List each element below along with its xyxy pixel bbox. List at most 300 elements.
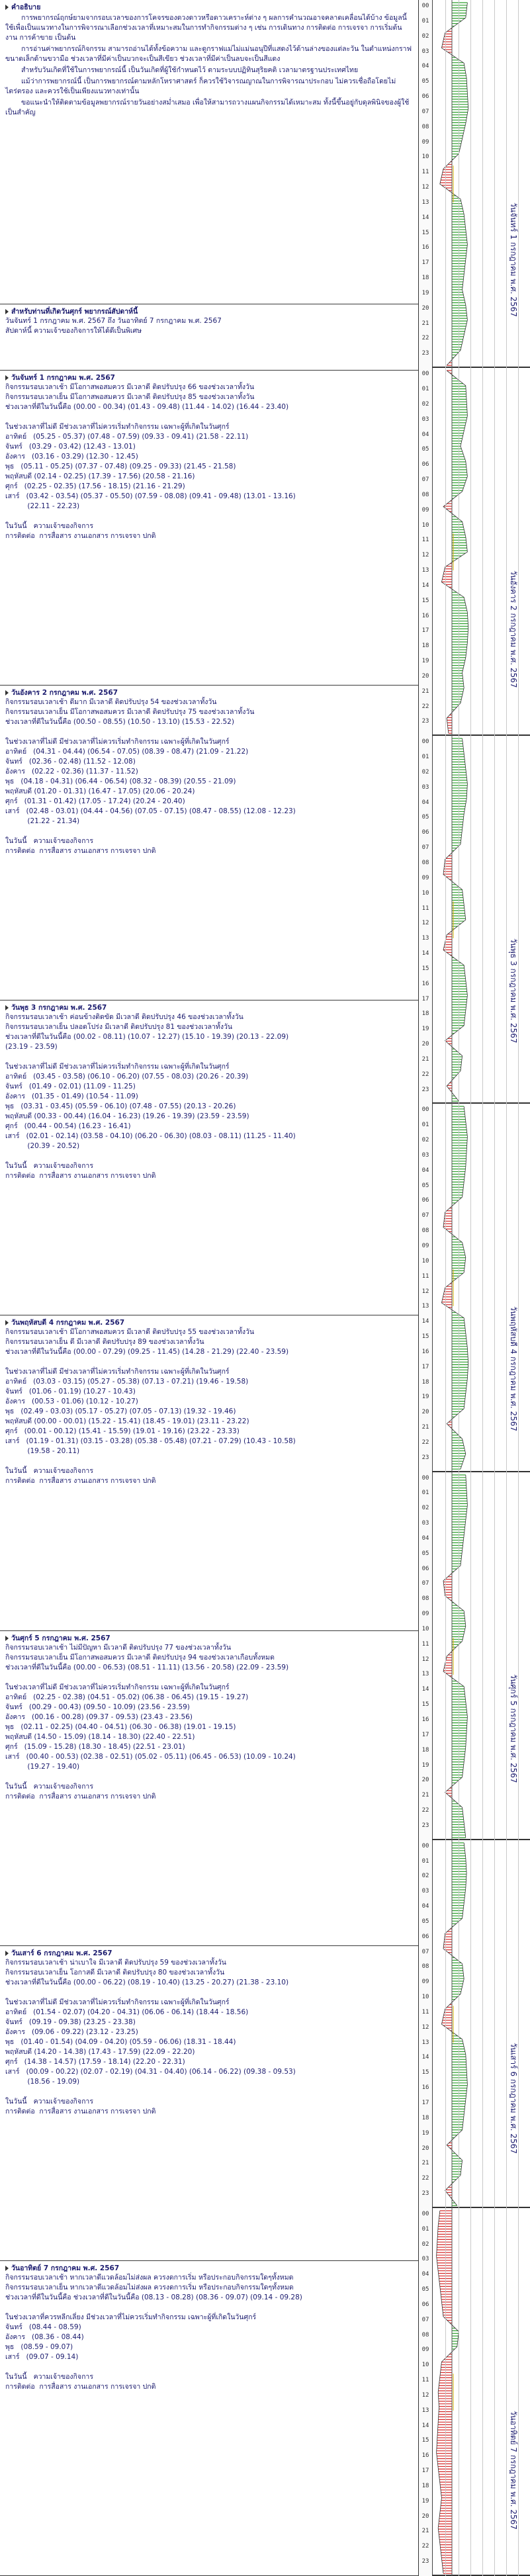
hour-tick-label: 23 xyxy=(421,350,429,357)
hour-tick-label: 08 xyxy=(421,1963,429,1971)
day-forecast-line: ในช่วงเวลาที่ไม่ดี มีช่วงเวลาที่ไม่ควรเริ่มทำกิจกรรม เฉพาะผู้ที่เกิดในวันศุกร์ xyxy=(5,423,230,431)
hour-tick-label: 17 xyxy=(421,627,429,635)
day-forecast-line: พุธ (08.59 - 09.07) xyxy=(5,2342,73,2351)
hour-tick-label: 21 xyxy=(421,1055,429,1063)
day-forecast-line: พฤหัสบดี (14.20 - 14.38) (17.43 - 17.59) (22.09 - 22.20) xyxy=(5,2047,195,2056)
hour-tick-label: 12 xyxy=(421,1656,429,1663)
hour-tick-label: 15 xyxy=(421,2069,429,2076)
hour-tick-label: 12 xyxy=(421,2023,429,2031)
day-forecast-line: การติดต่อ การสื่อสาร งานเอกสาร การเจรจา ปกติ xyxy=(5,2382,156,2391)
day-forecast-line: (20.39 - 20.52) xyxy=(5,1142,80,1151)
hour-tick-label: 07 xyxy=(421,108,429,115)
day-forecast-line: กิจกรรมรอบเวลาเช้า หากเวลาดีแวดล้อมไม่ส่งผล ควรงดการเริ่ม หรือประกอบกิจกรรมใดๆทั้งหมด xyxy=(5,2273,294,2282)
hour-tick-label: 02 xyxy=(421,400,429,408)
day-forecast-line: พฤหัสบดี (02.14 - 02.25) (17.39 - 17.56) (20.58 - 21.16) xyxy=(5,472,195,480)
day-graph-label: วันศุกร์ 5 กรกฎาคม พ.ศ. 2567 xyxy=(509,1674,518,1784)
hour-tick-label: 06 xyxy=(421,1197,429,1204)
day-forecast-line xyxy=(5,2087,413,2097)
day-forecast-line xyxy=(5,1772,413,1782)
day-forecast-section xyxy=(0,2261,418,2576)
hour-tick-label: 22 xyxy=(421,1439,429,1446)
hour-tick-label: 04 xyxy=(421,431,429,438)
hour-tick-label: 06 xyxy=(421,829,429,836)
grid-line xyxy=(482,0,483,2576)
hour-tick-label: 11 xyxy=(421,2008,429,2016)
day-forecast-line: ช่วงเวลาที่ดีในวันนี้คือ (00.00 - 07.29) (09.25 - 11.45) (14.28 - 21.29) (22.40 - 23.59) xyxy=(5,1348,289,1356)
hour-tick-label: 17 xyxy=(421,995,429,1002)
hour-tick-label: 13 xyxy=(421,1671,429,1678)
hour-tick-label: 10 xyxy=(421,2362,429,2369)
hour-tick-label: 12 xyxy=(421,2391,429,2399)
day-forecast-line: การติดต่อ การสื่อสาร งานเอกสาร การเจรจา ปกติ xyxy=(5,847,156,856)
day-forecast-line: ศุกร์ (00.01 - 00.12) (15.41 - 15.59) (19.01 - 19.16) (23.22 - 23.33) xyxy=(5,1427,240,1436)
day-title xyxy=(5,2264,413,2273)
hour-tick-label: 01 xyxy=(421,2225,429,2233)
day-forecast-line: การติดต่อ การสื่อสาร งานเอกสาร การเจรจา ปกติ xyxy=(5,1172,156,1180)
grid-line xyxy=(494,0,495,2576)
hour-axis xyxy=(419,0,433,2576)
hour-tick-label: 19 xyxy=(421,1394,429,1401)
day-graph xyxy=(432,0,530,368)
day-forecast-line: (19.27 - 19.40) xyxy=(5,1762,80,1771)
hour-tick-label: 15 xyxy=(421,965,429,972)
hour-tick-label: 15 xyxy=(421,1333,429,1341)
triangle-bullet-icon xyxy=(5,5,9,10)
hour-tick-label: 21 xyxy=(421,2528,429,2535)
hour-tick-label: 05 xyxy=(421,1550,429,1557)
hour-tick-label: 23 xyxy=(421,1454,429,1461)
day-forecast-line: จันทร์ (08.44 - 08.59) xyxy=(5,2323,81,2331)
hour-tick-label: 20 xyxy=(421,304,429,312)
hour-tick-label: 13 xyxy=(421,567,429,574)
day-title-text: วันจันทร์ 1 กรกฎาคม พ.ศ. 2567 xyxy=(11,374,115,382)
day-forecast-line: (22.11 - 22.23) xyxy=(5,502,80,510)
day-forecast-line: จันทร์ (09.19 - 09.38) (23.25 - 23.38) xyxy=(5,2018,136,2026)
day-title xyxy=(5,1634,413,1643)
hour-tick-label: 09 xyxy=(421,138,429,146)
day-forecast-line: เสาร์ (00.40 - 00.53) (02.38 - 02.51) (05.02 - 05.11) (06.45 - 06.53) (10.09 - 10.24) xyxy=(5,1752,296,1761)
hour-tick-label: 08 xyxy=(421,491,429,498)
intro-paragraph: สำหรับวันเกิดที่ใช้ในการพยากรณ์นี้ เป็นวันเกิดที่ผู้ใช้กำหนดไว้ ตามระบบปฏิทินสุริยคติ เวลามาตรฐานประเทศไทย xyxy=(21,66,359,74)
hour-tick-label: 18 xyxy=(421,275,429,282)
day-graph xyxy=(432,368,530,736)
hour-tick-label: 21 xyxy=(421,1792,429,1799)
hour-tick-label: 05 xyxy=(421,78,429,85)
hour-tick-label: 20 xyxy=(421,2145,429,2152)
grid-line xyxy=(470,0,471,2576)
hour-tick-label: 16 xyxy=(421,980,429,987)
day-forecast-line: ช่วงเวลาที่ดีในวันนี้คือ (00.50 - 08.55) (10.50 - 13.10) (15.53 - 22.52) xyxy=(5,718,234,727)
hour-tick-label: 00 xyxy=(421,1474,429,1482)
day-title xyxy=(5,688,413,697)
day-title xyxy=(5,1949,413,1958)
hour-tick-label: 02 xyxy=(421,1137,429,1144)
hour-tick-label: 19 xyxy=(421,1026,429,1033)
intro-paragraph: การอ่านค่าพยากรณ์กิจกรรม สามารถอ่านได้ทั้งข้อความ และดูกราฟแม่ไม่แม่นอนุปีที่แสดงไว้ด้านล่างของแต่ละวัน ในตำแหน่งกราฟขนาดเล็กด้านขวามือ ช่วงเวลาที่มีค่าเป็นบวกจะเป็นสีเขียว ช่วงเวลาที่มีค่าเป็นลบจะเป็นสีแดง xyxy=(5,45,412,63)
day-forecast-line xyxy=(5,2303,413,2313)
hour-tick-label: 16 xyxy=(421,2084,429,2092)
hour-tick-label: 18 xyxy=(421,1010,429,1018)
hour-tick-label: 14 xyxy=(421,214,429,221)
day-forecast-section xyxy=(0,686,418,1000)
hour-tick-label: 14 xyxy=(421,950,429,957)
hour-tick-label: 00 xyxy=(421,1842,429,1849)
hour-tick-label: 22 xyxy=(421,2175,429,2182)
day-forecast-line: ในช่วงเวลาที่ไม่ดี มีช่วงเวลาที่ไม่ควรเริ่มทำกิจกรรม เฉพาะผู้ที่เกิดในวันศุกร์ xyxy=(5,1063,230,1071)
day-forecast-line: พฤหัสบดี (00.00 - 00.01) (15.22 - 15.41) (18.45 - 19.01) (23.11 - 23.22) xyxy=(5,1417,249,1426)
day-forecast-line: อังคาร (03.16 - 03.29) (12.30 - 12.45) xyxy=(5,453,138,461)
hour-tick-label: 10 xyxy=(421,1994,429,2001)
hour-tick-label: 04 xyxy=(421,2271,429,2278)
day-forecast-line: จันทร์ (03.29 - 03.42) (12.43 - 13.01) xyxy=(5,443,136,451)
hour-tick-label: 04 xyxy=(421,63,429,70)
day-graph-svg xyxy=(432,1472,530,1840)
day-forecast-line: (23.19 - 23.59) xyxy=(5,1043,58,1051)
hour-tick-label: 20 xyxy=(421,1041,429,1048)
triangle-bullet-icon xyxy=(5,375,9,380)
day-forecast-line: เสาร์ (09.07 - 09.14) xyxy=(5,2352,79,2361)
hour-tick-label: 02 xyxy=(421,2241,429,2248)
day-forecast-line: กิจกรรมรอบเวลาเย็น มีโอกาสพอสมควร มีเวลาดี ติดปรับปรุง 85 ของช่วงเวลาทั้งวัน xyxy=(5,393,255,401)
day-forecast-line: กิจกรรมรอบเวลาเย็น ปลอดโปร่ง มีเวลาดี ติดปรับปรุง 81 ของช่วงเวลาทั้งวัน xyxy=(5,1023,233,1032)
hour-tick-label: 16 xyxy=(421,612,429,619)
grid-line xyxy=(518,0,519,2576)
day-forecast-line: ศุกร์ (00.44 - 00.54) (16.23 - 16.41) xyxy=(5,1122,131,1131)
day-forecast-line: ช่วงเวลาที่ดีในวันนี้คือ ช่วงเวลาที่ดีในวันนี้คือ (08.13 - 08.28) (08.36 - 09.07) (09.14 - 09.28) xyxy=(5,2293,302,2301)
intro-title xyxy=(5,3,413,12)
day-forecast-line: อังคาร (01.35 - 01.49) (10.54 - 11.09) xyxy=(5,1092,138,1101)
hour-tick-label: 15 xyxy=(421,2437,429,2444)
hour-tick-label: 20 xyxy=(421,1777,429,1784)
hour-tick-label: 18 xyxy=(421,1378,429,1386)
hour-tick-label: 00 xyxy=(421,738,429,746)
hour-tick-label: 23 xyxy=(421,1822,429,1829)
hour-tick-label: 21 xyxy=(421,320,429,327)
day-graph-label: วันเสาร์ 6 กรกฎาคม พ.ศ. 2567 xyxy=(509,2042,518,2154)
hour-tick-label: 10 xyxy=(421,1257,429,1265)
triangle-bullet-icon xyxy=(5,1951,9,1956)
hour-tick-label: 13 xyxy=(421,2407,429,2414)
grid-line xyxy=(506,0,507,2576)
day-forecast-line: จันทร์ (02.36 - 02.48) (11.52 - 12.08) xyxy=(5,758,136,766)
day-forecast-line: ศุกร์ (14.38 - 14.57) (17.59 - 18.14) (22.20 - 22.31) xyxy=(5,2057,185,2066)
day-forecast-line: พุธ (02.49 - 03.03) (05.17 - 05.27) (07.05 - 07.13) (19.32 - 19.46) xyxy=(5,1407,236,1416)
hour-tick-label: 00 xyxy=(421,1106,429,1114)
hour-tick-label: 10 xyxy=(421,889,429,897)
hour-tick-label: 11 xyxy=(421,1272,429,1280)
day-forecast-line: เสาร์ (02.48 - 03.01) (04.44 - 04.56) (07.05 - 07.15) (08.47 - 08.55) (12.08 - 12.23) xyxy=(5,807,296,816)
hour-tick-label: 12 xyxy=(421,184,429,191)
day-title xyxy=(5,373,413,382)
hour-tick-label: 22 xyxy=(421,703,429,710)
hour-tick-label: 03 xyxy=(421,1151,429,1159)
day-forecast-line: กิจกรรมรอบเวลาเย็น มีโอกาสพอสมควร มีเวลาดี ติดปรับปรุง 94 ของช่วงเวลาเกือบทั้งหมด xyxy=(5,1653,275,1662)
hour-tick-label: 13 xyxy=(421,1303,429,1310)
day-graph-label: วันพุธ 3 กรกฎาคม พ.ศ. 2567 xyxy=(509,938,518,1044)
hour-tick-label: 12 xyxy=(421,920,429,927)
day-forecast-line: กิจกรรมรอบเวลาเย็น มีโอกาสพอสมควร มีเวลาดี ติดปรับปรุง 75 ของช่วงเวลาทั้งวัน xyxy=(5,708,255,717)
hour-tick-label: 01 xyxy=(421,17,429,24)
day-forecast-line xyxy=(5,1052,413,1062)
day-graph-label: วันอาทิตย์ 7 กรกฎาคม พ.ศ. 2567 xyxy=(509,2410,518,2530)
day-title-text: วันพุธ 3 กรกฎาคม พ.ศ. 2567 xyxy=(11,1004,107,1012)
day-forecast-line xyxy=(5,412,413,422)
hour-tick-label: 22 xyxy=(421,335,429,342)
hour-tick-label: 19 xyxy=(421,2129,429,2137)
day-forecast-section xyxy=(0,1631,418,1946)
day-graph-svg xyxy=(432,736,530,1104)
day-forecast-section xyxy=(0,1000,418,1315)
hour-tick-label: 20 xyxy=(421,1409,429,1416)
day-forecast-line: อาทิตย์ (03.03 - 03.15) (05.27 - 05.38) (07.13 - 07.21) (19.46 - 19.58) xyxy=(5,1378,249,1386)
hour-tick-label: 05 xyxy=(421,1182,429,1189)
day-forecast-section xyxy=(0,371,418,686)
hour-tick-label: 05 xyxy=(421,1918,429,1925)
day-forecast-line: การติดต่อ การสื่อสาร งานเอกสาร การเจรจา ปกติ xyxy=(5,1792,156,1800)
hour-tick-label: 07 xyxy=(421,476,429,484)
hour-tick-label: 05 xyxy=(421,2286,429,2293)
hour-tick-label: 17 xyxy=(421,1363,429,1370)
hour-tick-label: 02 xyxy=(421,1873,429,1880)
hour-tick-label: 11 xyxy=(421,1640,429,1648)
day-forecast-line: เสาร์ (01.19 - 01.31) (03.15 - 03.28) (05.38 - 05.48) (07.21 - 07.29) (10.43 - 10.58) xyxy=(5,1437,296,1446)
triangle-bullet-icon xyxy=(5,309,9,314)
day-forecast-line: พฤหัสบดี (01.20 - 01.31) (16.47 - 17.05) (20.06 - 20.24) xyxy=(5,787,195,796)
day-forecast-line: จันทร์ (00.29 - 00.43) (09.50 - 10.09) (23.56 - 23.59) xyxy=(5,1703,190,1711)
hour-tick-label: 07 xyxy=(421,844,429,852)
day-forecast-line: จันทร์ (01.06 - 01.19) (10.27 - 10.43) xyxy=(5,1388,136,1396)
hour-tick-label: 16 xyxy=(421,1716,429,1723)
day-forecast-line: ในวันนี้ ความเจ้าของกิจการ xyxy=(5,1467,93,1476)
day-forecast-line: การติดต่อ การสื่อสาร งานเอกสาร การเจรจา ปกติ xyxy=(5,532,156,540)
day-forecast-line: เสาร์ (02.01 - 02.14) (03.58 - 04.10) (06.20 - 06.30) (08.03 - 08.11) (11.25 - 11.40) xyxy=(5,1132,296,1141)
hour-tick-label: 16 xyxy=(421,2452,429,2460)
day-title-text: วันพฤหัสบดี 4 กรกฎาคม พ.ศ. 2567 xyxy=(11,1319,125,1327)
day-forecast-line: ในช่วงเวลาที่ไม่ดี มีช่วงเวลาที่ไม่ควรเริ่มทำกิจกรรม เฉพาะผู้ที่เกิดในวันศุกร์ xyxy=(5,1998,230,2006)
day-forecast-line: เสาร์ (00.09 - 00.22) (02.07 - 02.19) (04.31 - 04.40) (06.14 - 06.22) (09.38 - 09.53) xyxy=(5,2067,296,2076)
hour-tick-label: 18 xyxy=(421,643,429,650)
day-title-text: วันอาทิตย์ 7 กรกฎาคม พ.ศ. 2567 xyxy=(11,2264,120,2272)
hour-tick-label: 14 xyxy=(421,1686,429,1693)
hour-tick-label: 22 xyxy=(421,1071,429,1078)
hour-tick-label: 21 xyxy=(421,1424,429,1431)
profile-line: สัปดาห์นี้ ความเจ้าของกิจการให้ได้ดีเป็นพิเศษ xyxy=(5,327,142,335)
hour-tick-label: 07 xyxy=(421,1580,429,1587)
hour-tick-label: 06 xyxy=(421,93,429,101)
day-forecast-line: อังคาร (08.36 - 08.44) xyxy=(5,2332,84,2341)
hour-tick-label: 04 xyxy=(421,799,429,806)
hour-tick-label: 07 xyxy=(421,1948,429,1955)
day-title xyxy=(5,1003,413,1012)
day-forecast-line: กิจกรรมรอบเวลาเช้า มีโอกาสพอสมควร มีเวลาดี ติดปรับปรุง 55 ของช่วงเวลาทั้งวัน xyxy=(5,1328,255,1337)
day-forecast-line: ในช่วงเวลาที่ไม่ดี มีช่วงเวลาที่ไม่ควรเริ่มทำกิจกรรม เฉพาะผู้ที่เกิดในวันศุกร์ xyxy=(5,1368,230,1376)
hour-tick-label: 08 xyxy=(421,860,429,866)
day-forecast-line: ในวันนี้ ความเจ้าของกิจการ xyxy=(5,2372,93,2381)
hour-tick-label: 03 xyxy=(421,416,429,423)
daily-graph-column xyxy=(419,0,530,2576)
day-forecast-line: ในวันนี้ ความเจ้าของกิจการ xyxy=(5,1162,93,1171)
day-forecast-line xyxy=(5,1988,413,1998)
day-forecast-line: อาทิตย์ (04.31 - 04.44) (06.54 - 07.05) (08.39 - 08.47) (21.09 - 21.22) xyxy=(5,748,249,756)
day-forecast-line: ช่วงเวลาที่ดีในวันนี้คือ (00.00 - 06.22) (08.19 - 10.40) (13.25 - 20.27) (21.38 - 23.10) xyxy=(5,1978,289,1986)
day-forecast-section xyxy=(0,1315,418,1630)
hour-tick-label: 02 xyxy=(421,1505,429,1512)
intro-paragraph: แม้ว่าการพยากรณ์นี้ เป็นการพยากรณ์ตามหลักโหราศาสตร์ ก็ควรใช้วิจารณญาณในการพิจารณาประกอบ ไม่ควรเชื่อถือโดยไม่ไตร่ตรอง และควรใช้เป็นเพียงแนวทางเท่านั้น xyxy=(5,77,396,95)
hour-tick-label: 09 xyxy=(421,506,429,513)
hour-tick-label: 01 xyxy=(421,754,429,761)
hour-tick-label: 10 xyxy=(421,154,429,161)
hour-tick-label: 19 xyxy=(421,1761,429,1769)
profile-title-text: สำหรับท่านที่เกิดวันศุกร์ พยากรณ์สัปดาห์นี้ xyxy=(11,308,138,316)
day-forecast-line: กิจกรรมรอบเวลาเช้า มีโอกาสพอสมควร มีเวลาดี ติดปรับปรุง 66 ของช่วงเวลาทั้งวัน xyxy=(5,383,255,391)
hour-tick-label: 15 xyxy=(421,229,429,236)
day-forecast-line: อังคาร (09.06 - 09.22) (23.12 - 23.25) xyxy=(5,2027,138,2036)
day-forecast-line: กิจกรรมรอบเวลาเย็น ดี มีเวลาดี ติดปรับปรุง 89 ของช่วงเวลาทั้งวัน xyxy=(5,1338,204,1347)
intro-paragraph: ขอแนะนำให้ติดตามข้อมูลพยากรณ์รายวันอย่างสม่ำเสมอ เพื่อให้สามารถวางแผนกิจกรรมได้เหมาะสม ทั้งนี้ขึ้นอยู่กับดุลพินิจของผู้ใช้เป็นสำคัญ xyxy=(5,99,410,116)
hour-tick-label: 08 xyxy=(421,1227,429,1235)
day-forecast-line xyxy=(5,727,413,737)
day-title-text: วันศุกร์ 5 กรกฎาคม พ.ศ. 2567 xyxy=(11,1634,110,1642)
hour-tick-label: 18 xyxy=(421,1746,429,1754)
hour-tick-label: 07 xyxy=(421,1212,429,1220)
hour-tick-label: 07 xyxy=(421,2316,429,2323)
hour-tick-label: 11 xyxy=(421,2377,429,2384)
hour-tick-label: 11 xyxy=(421,905,429,912)
hour-tick-label: 18 xyxy=(421,2482,429,2489)
triangle-bullet-icon xyxy=(5,1005,9,1010)
hour-tick-label: 10 xyxy=(421,1625,429,1632)
triangle-bullet-icon xyxy=(5,690,9,695)
day-forecast-line: ในวันนี้ ความเจ้าของกิจการ xyxy=(5,1782,93,1791)
day-forecast-line: กิจกรรมรอบเวลาเช้า ค่อนข้างติดขัด มีเวลาดี ติดปรับปรุง 46 ของช่วงเวลาทั้งวัน xyxy=(5,1013,243,1022)
day-forecast-line: พุธ (01.40 - 01.54) (04.09 - 04.20) (05.59 - 06.06) (18.31 - 18.44) xyxy=(5,2037,236,2046)
day-forecast-line: ศุกร์ (01.31 - 01.42) (17.05 - 17.24) (20.24 - 20.40) xyxy=(5,797,185,806)
day-forecast-line: ในช่วงเวลาที่ไม่ดี มีช่วงเวลาที่ไม่ควรเริ่มทำกิจกรรม เฉพาะผู้ที่เกิดในวันศุกร์ xyxy=(5,1683,230,1691)
hour-tick-label: 12 xyxy=(421,1288,429,1295)
hour-tick-label: 23 xyxy=(421,1086,429,1093)
hour-tick-label: 03 xyxy=(421,1520,429,1527)
hour-tick-label: 00 xyxy=(421,371,429,378)
day-forecast-line: อังคาร (00.16 - 00.28) (09.37 - 09.53) (23.43 - 23.56) xyxy=(5,1712,193,1721)
hour-tick-label: 22 xyxy=(421,2543,429,2550)
profile-line: วันจันทร์ 1 กรกฎาคม พ.ศ. 2567 ถึง วันอาทิตย์ 7 กรกฎาคม พ.ศ. 2567 xyxy=(5,317,222,325)
hour-tick-label: 19 xyxy=(421,2497,429,2505)
day-graph-label: วันอังคาร 2 กรกฎาคม พ.ศ. 2567 xyxy=(509,570,518,688)
hour-tick-label: 04 xyxy=(421,1534,429,1542)
day-forecast-line: พุธ (05.11 - 05.25) (07.37 - 07.48) (09.25 - 09.33) (21.45 - 21.58) xyxy=(5,463,236,470)
day-title-text: วันเสาร์ 6 กรกฎาคม พ.ศ. 2567 xyxy=(11,1949,112,1957)
hour-tick-label: 05 xyxy=(421,814,429,821)
hour-tick-label: 14 xyxy=(421,2422,429,2429)
hour-tick-label: 00 xyxy=(421,2210,429,2217)
hour-tick-label: 06 xyxy=(421,2301,429,2308)
day-forecast-line xyxy=(5,1151,413,1161)
day-forecast-line: พุธ (02.11 - 02.25) (04.40 - 04.51) (06.30 - 06.38) (19.01 - 19.15) xyxy=(5,1722,236,1731)
day-forecast-line: ช่วงเวลาที่ดีในวันนี้คือ (00.02 - 08.11) (10.07 - 12.27) (15.10 - 19.39) (20.13 - 22.09) xyxy=(5,1033,289,1042)
hour-tick-label: 06 xyxy=(421,1565,429,1572)
hour-tick-label: 19 xyxy=(421,658,429,665)
hour-tick-label: 13 xyxy=(421,199,429,206)
day-forecast-line: อังคาร (00.53 - 01.06) (10.12 - 10.27) xyxy=(5,1398,138,1406)
day-forecast-line xyxy=(5,1673,413,1683)
day-forecast-line: (18.56 - 19.09) xyxy=(5,2077,80,2086)
hour-tick-label: 19 xyxy=(421,289,429,296)
day-forecast-line: จันทร์ (01.49 - 02.01) (11.09 - 11.25) xyxy=(5,1083,136,1091)
hour-tick-label: 17 xyxy=(421,2467,429,2475)
day-forecast-line: อังคาร (02.22 - 02.36) (11.37 - 11.52) xyxy=(5,768,138,776)
hour-tick-label: 16 xyxy=(421,244,429,251)
day-forecast-line: ในช่วงเวลาที่ควรหลีกเลี่ยง มีช่วงเวลาที่ไม่ควรเริ่มทำกิจกรรม เฉพาะผู้ที่เกิดในวันศุกร์ xyxy=(5,2313,257,2321)
hour-tick-label: 21 xyxy=(421,688,429,695)
day-forecast-line xyxy=(5,826,413,836)
day-graph xyxy=(432,736,530,1104)
hour-tick-label: 15 xyxy=(421,1701,429,1709)
hour-tick-label: 09 xyxy=(421,1611,429,1618)
hour-tick-label: 21 xyxy=(421,2160,429,2167)
day-forecast-line xyxy=(5,1357,413,1367)
hour-tick-label: 18 xyxy=(421,2114,429,2121)
day-forecast-line: ในวันนี้ ความเจ้าของกิจการ xyxy=(5,2097,93,2106)
day-forecast-line: (21.22 - 21.34) xyxy=(5,817,80,826)
hour-tick-label: 03 xyxy=(421,2256,429,2263)
day-forecast-line: พฤหัสบดี (14.50 - 15.09) (18.14 - 18.30) (22.40 - 22.51) xyxy=(5,1732,195,1741)
intro-section xyxy=(0,0,418,304)
grid-line xyxy=(445,0,446,2576)
day-forecast-line xyxy=(5,2362,413,2372)
intro-paragraphs xyxy=(5,13,413,118)
day-forecast-line: ศุกร์ (15.09 - 15.28) (18.30 - 18.45) (22.51 - 23.01) xyxy=(5,1742,185,1751)
day-forecast-line: กิจกรรมรอบเวลาเช้า น่าเบาใจ มีเวลาดี ติดปรับปรุง 59 ของช่วงเวลาทั้งวัน xyxy=(5,1958,226,1967)
hour-tick-label: 17 xyxy=(421,1731,429,1738)
triangle-bullet-icon xyxy=(5,2266,9,2271)
hour-tick-label: 02 xyxy=(421,768,429,776)
day-forecast-line: พุธ (04.18 - 04.31) (06.44 - 06.54) (08.32 - 08.39) (20.55 - 21.09) xyxy=(5,777,236,786)
day-title xyxy=(5,1318,413,1327)
day-forecast-line: กิจกรรมรอบเวลาเย็น โอกาสดี มีเวลาดี ติดปรับปรุง 80 ของช่วงเวลาทั้งวัน xyxy=(5,1968,225,1976)
hour-tick-label: 11 xyxy=(421,537,429,544)
intro-paragraph: การพยากรณ์ฤกษ์ยามจากรอบเวลาของการโคจรของดวงดาวหรือดาวเคราะห์ต่าง ๆ ผลการคำนวณอาจคลาดเคลื่อนได้บ้าง ข้อมูลนี้ใช้เพื่อเป็นแนวทางในการพิจารณาเลือกช่วงเวลาที่เหมาะสมในการทำกิจกรรมต่าง ๆ เช่น การเดินทาง การติดต่อ การเจรจา การเริ่มต้นงาน การค้าขาย เป็นต้น xyxy=(5,14,407,42)
hour-tick-label: 09 xyxy=(421,1242,429,1249)
day-graph-label: วันพฤหัสบดี 4 กรกฎาคม พ.ศ. 2567 xyxy=(509,1306,518,1432)
hour-tick-label: 20 xyxy=(421,2512,429,2520)
day-forecast-line: การติดต่อ การสื่อสาร งานเอกสาร การเจรจา ปกติ xyxy=(5,2107,156,2115)
hour-tick-label: 03 xyxy=(421,1888,429,1895)
hour-tick-label: 16 xyxy=(421,1348,429,1355)
day-forecast-section xyxy=(0,1946,418,2261)
day-forecast-line: พุธ (03.31 - 03.45) (05.59 - 06.10) (07.48 - 07.55) (20.13 - 20.26) xyxy=(5,1102,236,1111)
hour-tick-label: 04 xyxy=(421,1903,429,1910)
day-forecast-line xyxy=(5,1456,413,1466)
hour-tick-label: 06 xyxy=(421,461,429,468)
day-forecast-line: อาทิตย์ (03.45 - 03.58) (06.10 - 06.20) (07.55 - 08.03) (20.26 - 20.39) xyxy=(5,1073,249,1081)
hour-tick-label: 23 xyxy=(421,2190,429,2198)
day-forecast-line: ช่วงเวลาที่ดีในวันนี้คือ (00.00 - 00.34) (01.43 - 09.48) (11.44 - 14.02) (16.44 - 23.40) xyxy=(5,403,289,411)
profile-section xyxy=(0,304,418,371)
day-forecast-line: เสาร์ (03.42 - 03.54) (05.37 - 05.50) (07.59 - 08.08) (09.41 - 09.48) (13.01 - 13.16) xyxy=(5,492,296,500)
day-forecast-line: ในช่วงเวลาที่ไม่ดี มีช่วงเวลาที่ไม่ควรเริ่มทำกิจกรรม เฉพาะผู้ที่เกิดในวันศุกร์ xyxy=(5,738,230,746)
day-graph xyxy=(432,1104,530,1472)
hour-tick-label: 22 xyxy=(421,1807,429,1814)
hour-tick-label: 11 xyxy=(421,169,429,176)
day-forecast-line: พฤหัสบดี (00.33 - 00.44) (16.04 - 16.23) (19.26 - 19.39) (23.59 - 23.59) xyxy=(5,1112,249,1121)
day-forecast-line: การติดต่อ การสื่อสาร งานเอกสาร การเจรจา ปกติ xyxy=(5,1477,156,1486)
hour-tick-label: 01 xyxy=(421,385,429,392)
hour-tick-label: 06 xyxy=(421,1933,429,1940)
day-forecast-line: กิจกรรมรอบเวลาเย็น หากเวลาดีแวดล้อมไม่ส่งผล ควรงดการเริ่ม หรือประกอบกิจกรรมใดๆทั้งหมด xyxy=(5,2283,294,2291)
hour-tick-label: 13 xyxy=(421,935,429,942)
hour-tick-label: 03 xyxy=(421,48,429,55)
day-forecast-line: อาทิตย์ (05.25 - 05.37) (07.48 - 07.59) (09.33 - 09.41) (21.58 - 22.11) xyxy=(5,433,249,441)
